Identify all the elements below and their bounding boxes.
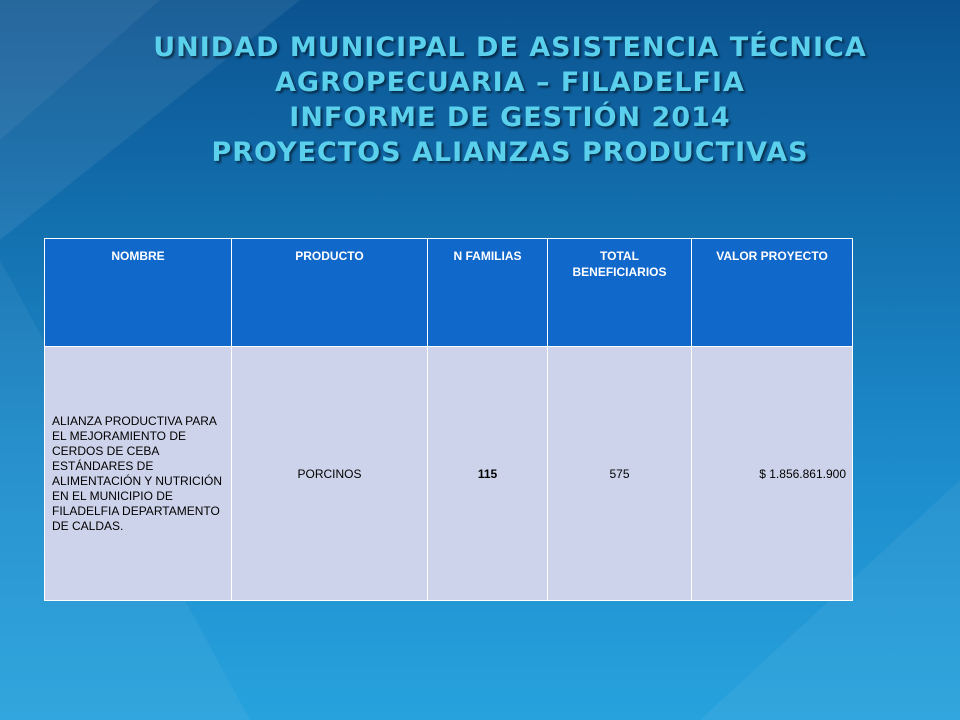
header-valor-proyecto: VALOR PROYECTO [692, 239, 853, 347]
cell-valor-proyecto: $ 1.856.861.900 [692, 347, 853, 601]
cell-n-familias: 115 [428, 347, 548, 601]
header-total-beneficiarios: TOTAL BENEFICIARIOS [548, 239, 692, 347]
header-producto: PRODUCTO [232, 239, 428, 347]
header-n-familias: N FAMILIAS [428, 239, 548, 347]
cell-producto: PORCINOS [232, 347, 428, 601]
cell-total-beneficiarios: 575 [548, 347, 692, 601]
slide-title [60, 30, 960, 170]
title-line-1: UNIDAD MUNICIPAL DE ASISTENCIA TÉCNICA [153, 32, 867, 63]
cell-nombre: ALIANZA PRODUCTIVA PARA EL MEJORAMIENTO DE CERDOS DE CEBA ESTÁNDARES DE ALIMENTACIÓN Y NUTRICIÓN EN EL MUNICIPIO DE FILADELFIA DEPARTAMENTO DE CALDAS. [45, 347, 232, 601]
title-line-4: PROYECTOS ALIANZAS PRODUCTIVAS [211, 137, 809, 168]
title-line-2: AGROPECUARIA – FILADELFIA [275, 67, 745, 98]
projects-table [44, 238, 853, 601]
table-row [45, 347, 853, 601]
table-header-row [45, 239, 853, 347]
header-nombre: NOMBRE [45, 239, 232, 347]
title-line-3: INFORME DE GESTIÓN 2014 [289, 102, 731, 133]
